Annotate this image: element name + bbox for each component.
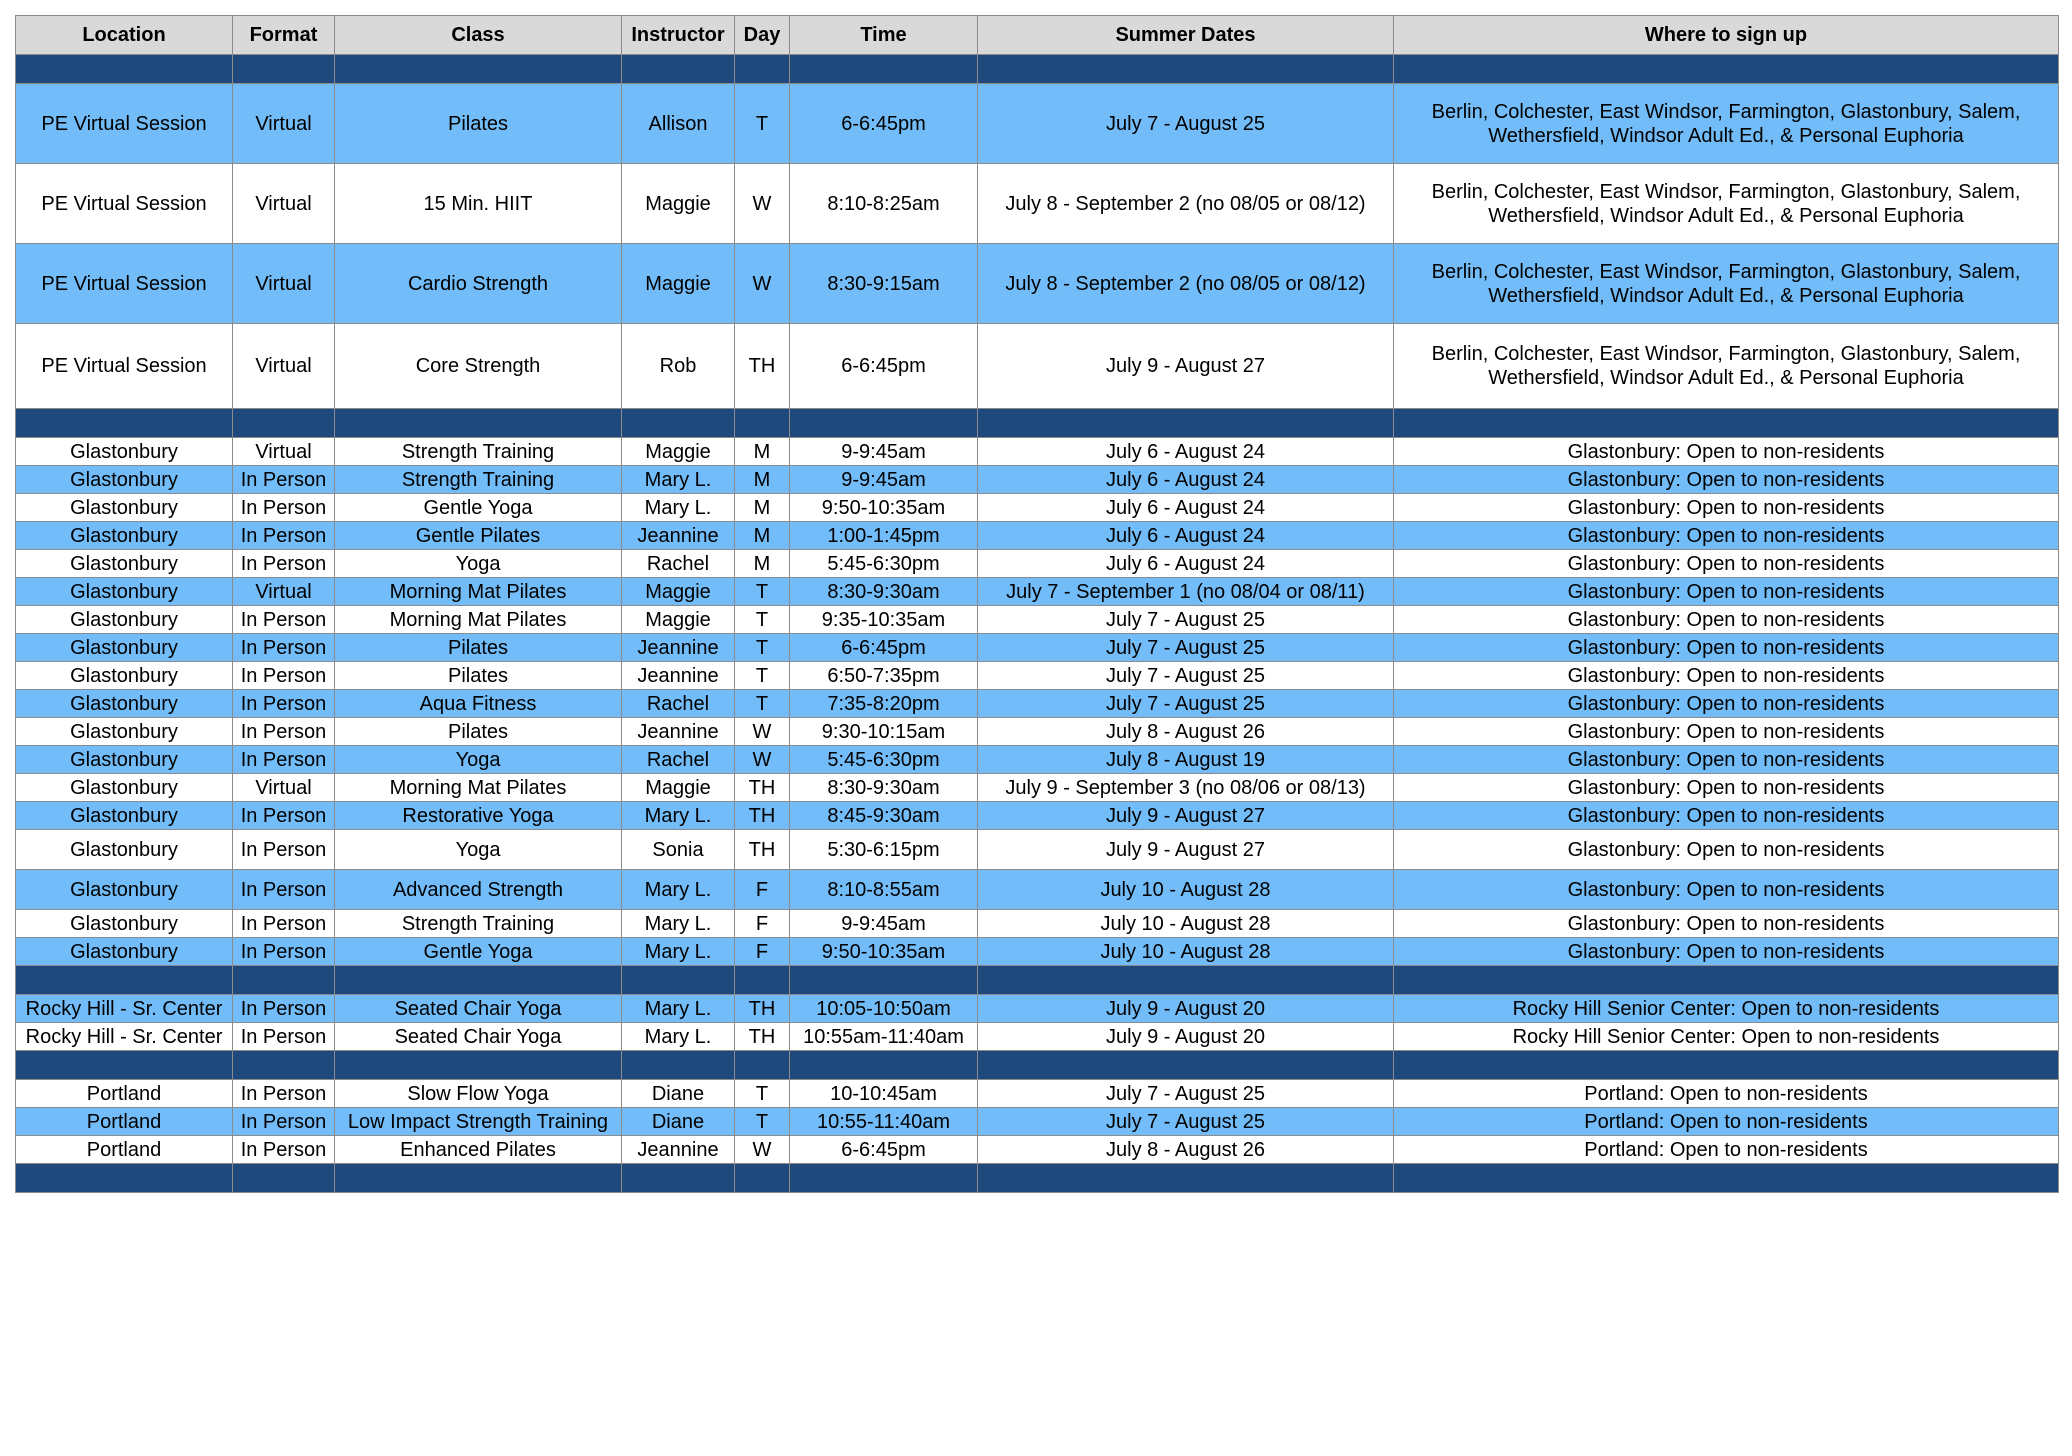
cell-summer-dates: July 7 - August 25 xyxy=(978,1108,1394,1136)
separator-cell xyxy=(16,1164,233,1193)
table-row xyxy=(16,494,2059,522)
cell-instructor: Rob xyxy=(622,324,735,409)
cell-class: Pilates xyxy=(335,718,622,746)
cell-where-to-sign-up: Glastonbury: Open to non-residents xyxy=(1394,550,2059,578)
separator-cell xyxy=(978,409,1394,438)
cell-location: Glastonbury xyxy=(16,634,233,662)
cell-time: 6-6:45pm xyxy=(790,324,978,409)
cell-format: In Person xyxy=(233,494,335,522)
cell-instructor: Jeannine xyxy=(622,662,735,690)
separator-cell xyxy=(335,409,622,438)
cell-summer-dates: July 8 - August 26 xyxy=(978,718,1394,746)
cell-class: Advanced Strength xyxy=(335,870,622,910)
cell-where-to-sign-up: Glastonbury: Open to non-residents xyxy=(1394,774,2059,802)
cell-time: 1:00-1:45pm xyxy=(790,522,978,550)
table-row xyxy=(16,244,2059,324)
cell-class: Strength Training xyxy=(335,466,622,494)
cell-format: Virtual xyxy=(233,164,335,244)
cell-location: Glastonbury xyxy=(16,550,233,578)
cell-time: 9:50-10:35am xyxy=(790,494,978,522)
cell-instructor: Maggie xyxy=(622,244,735,324)
cell-time: 10:05-10:50am xyxy=(790,995,978,1023)
cell-instructor: Allison xyxy=(622,84,735,164)
cell-class: Low Impact Strength Training xyxy=(335,1108,622,1136)
cell-location: Glastonbury xyxy=(16,938,233,966)
cell-format: In Person xyxy=(233,938,335,966)
cell-where-to-sign-up: Glastonbury: Open to non-residents xyxy=(1394,746,2059,774)
cell-day: M xyxy=(735,466,790,494)
cell-location: PE Virtual Session xyxy=(16,84,233,164)
cell-summer-dates: July 8 - August 19 xyxy=(978,746,1394,774)
cell-where-to-sign-up: Glastonbury: Open to non-residents xyxy=(1394,522,2059,550)
cell-location: Rocky Hill - Sr. Center xyxy=(16,995,233,1023)
separator-cell xyxy=(1394,1051,2059,1080)
cell-summer-dates: July 8 - September 2 (no 08/05 or 08/12) xyxy=(978,164,1394,244)
cell-class: Gentle Pilates xyxy=(335,522,622,550)
cell-summer-dates: July 9 - August 20 xyxy=(978,995,1394,1023)
separator-cell xyxy=(978,55,1394,84)
cell-format: In Person xyxy=(233,910,335,938)
cell-time: 9-9:45am xyxy=(790,910,978,938)
cell-location: PE Virtual Session xyxy=(16,324,233,409)
cell-instructor: Mary L. xyxy=(622,802,735,830)
table-row xyxy=(16,830,2059,870)
cell-where-to-sign-up: Berlin, Colchester, East Windsor, Farmington, Glastonbury, Salem, Wethersfield, Windsor Adult Ed., & Personal Euphoria xyxy=(1394,84,2059,164)
cell-class: Core Strength xyxy=(335,324,622,409)
cell-summer-dates: July 7 - August 25 xyxy=(978,84,1394,164)
cell-time: 5:45-6:30pm xyxy=(790,550,978,578)
section-separator-row xyxy=(16,966,2059,995)
cell-where-to-sign-up: Glastonbury: Open to non-residents xyxy=(1394,578,2059,606)
cell-time: 8:10-8:55am xyxy=(790,870,978,910)
cell-location: Glastonbury xyxy=(16,870,233,910)
cell-class: Morning Mat Pilates xyxy=(335,606,622,634)
cell-day: TH xyxy=(735,1023,790,1051)
cell-where-to-sign-up: Portland: Open to non-residents xyxy=(1394,1080,2059,1108)
cell-day: TH xyxy=(735,802,790,830)
cell-class: Cardio Strength xyxy=(335,244,622,324)
cell-summer-dates: July 7 - August 25 xyxy=(978,1080,1394,1108)
cell-time: 5:30-6:15pm xyxy=(790,830,978,870)
cell-where-to-sign-up: Berlin, Colchester, East Windsor, Farmington, Glastonbury, Salem, Wethersfield, Windsor Adult Ed., & Personal Euphoria xyxy=(1394,164,2059,244)
separator-cell xyxy=(622,1051,735,1080)
section-separator-row xyxy=(16,409,2059,438)
cell-day: TH xyxy=(735,830,790,870)
cell-day: W xyxy=(735,718,790,746)
cell-location: Glastonbury xyxy=(16,910,233,938)
cell-format: In Person xyxy=(233,550,335,578)
cell-class: Yoga xyxy=(335,830,622,870)
table-row xyxy=(16,324,2059,409)
cell-instructor: Sonia xyxy=(622,830,735,870)
cell-where-to-sign-up: Berlin, Colchester, East Windsor, Farmington, Glastonbury, Salem, Wethersfield, Windsor Adult Ed., & Personal Euphoria xyxy=(1394,324,2059,409)
cell-summer-dates: July 9 - September 3 (no 08/06 or 08/13) xyxy=(978,774,1394,802)
table-row xyxy=(16,164,2059,244)
cell-format: In Person xyxy=(233,995,335,1023)
cell-summer-dates: July 6 - August 24 xyxy=(978,550,1394,578)
cell-day: T xyxy=(735,1080,790,1108)
cell-class: Enhanced Pilates xyxy=(335,1136,622,1164)
cell-format: In Person xyxy=(233,718,335,746)
cell-instructor: Maggie xyxy=(622,438,735,466)
cell-instructor: Mary L. xyxy=(622,466,735,494)
cell-instructor: Mary L. xyxy=(622,910,735,938)
separator-cell xyxy=(735,1164,790,1193)
cell-class: Morning Mat Pilates xyxy=(335,578,622,606)
cell-instructor: Maggie xyxy=(622,578,735,606)
cell-where-to-sign-up: Rocky Hill Senior Center: Open to non-residents xyxy=(1394,995,2059,1023)
cell-where-to-sign-up: Rocky Hill Senior Center: Open to non-residents xyxy=(1394,1023,2059,1051)
cell-class: Strength Training xyxy=(335,438,622,466)
cell-time: 9:30-10:15am xyxy=(790,718,978,746)
separator-cell xyxy=(1394,55,2059,84)
separator-cell xyxy=(790,409,978,438)
cell-summer-dates: July 6 - August 24 xyxy=(978,438,1394,466)
cell-summer-dates: July 6 - August 24 xyxy=(978,466,1394,494)
cell-day: T xyxy=(735,84,790,164)
cell-summer-dates: July 7 - August 25 xyxy=(978,634,1394,662)
cell-format: Virtual xyxy=(233,324,335,409)
cell-instructor: Jeannine xyxy=(622,522,735,550)
cell-format: Virtual xyxy=(233,578,335,606)
separator-cell xyxy=(622,55,735,84)
table-row xyxy=(16,1023,2059,1051)
separator-cell xyxy=(335,1051,622,1080)
cell-instructor: Maggie xyxy=(622,164,735,244)
cell-time: 9:35-10:35am xyxy=(790,606,978,634)
cell-format: In Person xyxy=(233,870,335,910)
cell-location: PE Virtual Session xyxy=(16,164,233,244)
cell-summer-dates: July 9 - August 27 xyxy=(978,830,1394,870)
header-time: Time xyxy=(790,16,978,55)
cell-class: Seated Chair Yoga xyxy=(335,1023,622,1051)
cell-location: Glastonbury xyxy=(16,494,233,522)
separator-cell xyxy=(16,55,233,84)
cell-class: Pilates xyxy=(335,634,622,662)
table-row xyxy=(16,910,2059,938)
cell-summer-dates: July 7 - August 25 xyxy=(978,690,1394,718)
cell-format: In Person xyxy=(233,634,335,662)
cell-where-to-sign-up: Glastonbury: Open to non-residents xyxy=(1394,634,2059,662)
cell-format: In Person xyxy=(233,522,335,550)
cell-format: In Person xyxy=(233,1108,335,1136)
table-row xyxy=(16,718,2059,746)
header-row xyxy=(16,16,2059,55)
section-separator-row xyxy=(16,55,2059,84)
cell-location: Glastonbury xyxy=(16,522,233,550)
cell-instructor: Rachel xyxy=(622,746,735,774)
cell-day: F xyxy=(735,938,790,966)
cell-location: Rocky Hill - Sr. Center xyxy=(16,1023,233,1051)
cell-location: Portland xyxy=(16,1080,233,1108)
cell-location: Portland xyxy=(16,1136,233,1164)
table-row xyxy=(16,84,2059,164)
cell-day: M xyxy=(735,494,790,522)
cell-day: T xyxy=(735,1108,790,1136)
cell-day: T xyxy=(735,690,790,718)
table-row xyxy=(16,995,2059,1023)
cell-day: W xyxy=(735,1136,790,1164)
separator-cell xyxy=(233,1164,335,1193)
separator-cell xyxy=(622,409,735,438)
header-where-to-sign-up: Where to sign up xyxy=(1394,16,2059,55)
separator-cell xyxy=(790,1051,978,1080)
cell-where-to-sign-up: Glastonbury: Open to non-residents xyxy=(1394,870,2059,910)
cell-location: Glastonbury xyxy=(16,802,233,830)
cell-instructor: Mary L. xyxy=(622,938,735,966)
cell-class: 15 Min. HIIT xyxy=(335,164,622,244)
separator-cell xyxy=(233,966,335,995)
separator-cell xyxy=(622,1164,735,1193)
table-row xyxy=(16,662,2059,690)
cell-format: Virtual xyxy=(233,774,335,802)
cell-format: In Person xyxy=(233,1023,335,1051)
table-row xyxy=(16,870,2059,910)
cell-format: Virtual xyxy=(233,84,335,164)
cell-instructor: Jeannine xyxy=(622,718,735,746)
cell-day: T xyxy=(735,634,790,662)
cell-instructor: Jeannine xyxy=(622,1136,735,1164)
cell-where-to-sign-up: Glastonbury: Open to non-residents xyxy=(1394,494,2059,522)
cell-summer-dates: July 9 - August 27 xyxy=(978,324,1394,409)
cell-location: Glastonbury xyxy=(16,718,233,746)
cell-summer-dates: July 6 - August 24 xyxy=(978,522,1394,550)
cell-location: Glastonbury xyxy=(16,830,233,870)
cell-time: 10:55-11:40am xyxy=(790,1108,978,1136)
cell-format: Virtual xyxy=(233,244,335,324)
cell-where-to-sign-up: Glastonbury: Open to non-residents xyxy=(1394,718,2059,746)
cell-class: Gentle Yoga xyxy=(335,494,622,522)
header-summer-dates: Summer Dates xyxy=(978,16,1394,55)
cell-format: In Person xyxy=(233,1136,335,1164)
cell-location: Glastonbury xyxy=(16,578,233,606)
table-row xyxy=(16,690,2059,718)
table-row xyxy=(16,634,2059,662)
cell-class: Pilates xyxy=(335,84,622,164)
cell-instructor: Maggie xyxy=(622,606,735,634)
cell-where-to-sign-up: Glastonbury: Open to non-residents xyxy=(1394,662,2059,690)
cell-summer-dates: July 8 - August 26 xyxy=(978,1136,1394,1164)
cell-day: TH xyxy=(735,995,790,1023)
cell-summer-dates: July 10 - August 28 xyxy=(978,910,1394,938)
cell-day: F xyxy=(735,910,790,938)
cell-summer-dates: July 9 - August 27 xyxy=(978,802,1394,830)
separator-cell xyxy=(622,966,735,995)
separator-cell xyxy=(16,966,233,995)
cell-location: Glastonbury xyxy=(16,606,233,634)
cell-where-to-sign-up: Glastonbury: Open to non-residents xyxy=(1394,910,2059,938)
cell-format: Virtual xyxy=(233,438,335,466)
cell-day: W xyxy=(735,244,790,324)
table-row xyxy=(16,1136,2059,1164)
cell-instructor: Diane xyxy=(622,1108,735,1136)
cell-day: T xyxy=(735,578,790,606)
cell-class: Strength Training xyxy=(335,910,622,938)
table-row xyxy=(16,802,2059,830)
cell-format: In Person xyxy=(233,606,335,634)
table-body xyxy=(16,55,2059,1193)
cell-day: TH xyxy=(735,774,790,802)
cell-day: T xyxy=(735,606,790,634)
cell-time: 8:45-9:30am xyxy=(790,802,978,830)
separator-cell xyxy=(233,55,335,84)
cell-location: Portland xyxy=(16,1108,233,1136)
cell-time: 9-9:45am xyxy=(790,466,978,494)
separator-cell xyxy=(978,1051,1394,1080)
cell-time: 8:30-9:30am xyxy=(790,774,978,802)
cell-format: In Person xyxy=(233,466,335,494)
table-row xyxy=(16,1108,2059,1136)
separator-cell xyxy=(790,966,978,995)
table-row xyxy=(16,774,2059,802)
cell-day: M xyxy=(735,522,790,550)
separator-cell xyxy=(335,1164,622,1193)
cell-summer-dates: July 7 - August 25 xyxy=(978,662,1394,690)
cell-day: T xyxy=(735,662,790,690)
table-row xyxy=(16,550,2059,578)
cell-instructor: Mary L. xyxy=(622,494,735,522)
cell-class: Gentle Yoga xyxy=(335,938,622,966)
cell-class: Seated Chair Yoga xyxy=(335,995,622,1023)
table-row xyxy=(16,438,2059,466)
table-row xyxy=(16,466,2059,494)
cell-class: Pilates xyxy=(335,662,622,690)
header-day: Day xyxy=(735,16,790,55)
separator-cell xyxy=(1394,966,2059,995)
cell-time: 7:35-8:20pm xyxy=(790,690,978,718)
cell-day: M xyxy=(735,438,790,466)
cell-day: W xyxy=(735,164,790,244)
cell-class: Morning Mat Pilates xyxy=(335,774,622,802)
cell-summer-dates: July 8 - September 2 (no 08/05 or 08/12) xyxy=(978,244,1394,324)
cell-time: 8:30-9:30am xyxy=(790,578,978,606)
section-separator-row xyxy=(16,1051,2059,1080)
cell-time: 9-9:45am xyxy=(790,438,978,466)
cell-instructor: Maggie xyxy=(622,774,735,802)
separator-cell xyxy=(233,1051,335,1080)
header-location: Location xyxy=(16,16,233,55)
cell-time: 10:55am-11:40am xyxy=(790,1023,978,1051)
cell-time: 5:45-6:30pm xyxy=(790,746,978,774)
cell-time: 6-6:45pm xyxy=(790,1136,978,1164)
table-row xyxy=(16,938,2059,966)
table-row xyxy=(16,746,2059,774)
cell-format: In Person xyxy=(233,690,335,718)
cell-location: Glastonbury xyxy=(16,466,233,494)
separator-cell xyxy=(735,409,790,438)
table-row xyxy=(16,606,2059,634)
separator-cell xyxy=(233,409,335,438)
separator-cell xyxy=(735,1051,790,1080)
cell-location: Glastonbury xyxy=(16,662,233,690)
class-schedule-table xyxy=(15,15,2059,1193)
cell-format: In Person xyxy=(233,802,335,830)
cell-where-to-sign-up: Glastonbury: Open to non-residents xyxy=(1394,802,2059,830)
separator-cell xyxy=(735,966,790,995)
header-instructor: Instructor xyxy=(622,16,735,55)
cell-location: Glastonbury xyxy=(16,438,233,466)
separator-cell xyxy=(1394,1164,2059,1193)
cell-class: Restorative Yoga xyxy=(335,802,622,830)
cell-where-to-sign-up: Glastonbury: Open to non-residents xyxy=(1394,938,2059,966)
cell-summer-dates: July 9 - August 20 xyxy=(978,1023,1394,1051)
cell-summer-dates: July 10 - August 28 xyxy=(978,938,1394,966)
cell-where-to-sign-up: Portland: Open to non-residents xyxy=(1394,1136,2059,1164)
table-row xyxy=(16,578,2059,606)
separator-cell xyxy=(790,1164,978,1193)
cell-class: Slow Flow Yoga xyxy=(335,1080,622,1108)
table-row xyxy=(16,1080,2059,1108)
cell-time: 10-10:45am xyxy=(790,1080,978,1108)
cell-where-to-sign-up: Glastonbury: Open to non-residents xyxy=(1394,606,2059,634)
cell-instructor: Diane xyxy=(622,1080,735,1108)
cell-format: In Person xyxy=(233,746,335,774)
cell-where-to-sign-up: Glastonbury: Open to non-residents xyxy=(1394,438,2059,466)
separator-cell xyxy=(335,55,622,84)
cell-time: 9:50-10:35am xyxy=(790,938,978,966)
cell-format: In Person xyxy=(233,662,335,690)
cell-instructor: Mary L. xyxy=(622,870,735,910)
cell-summer-dates: July 7 - September 1 (no 08/04 or 08/11) xyxy=(978,578,1394,606)
separator-cell xyxy=(16,1051,233,1080)
cell-class: Aqua Fitness xyxy=(335,690,622,718)
cell-where-to-sign-up: Berlin, Colchester, East Windsor, Farmington, Glastonbury, Salem, Wethersfield, Windsor Adult Ed., & Personal Euphoria xyxy=(1394,244,2059,324)
cell-location: Glastonbury xyxy=(16,746,233,774)
separator-cell xyxy=(978,966,1394,995)
separator-cell xyxy=(1394,409,2059,438)
separator-cell xyxy=(735,55,790,84)
cell-time: 6-6:45pm xyxy=(790,84,978,164)
cell-summer-dates: July 7 - August 25 xyxy=(978,606,1394,634)
cell-format: In Person xyxy=(233,1080,335,1108)
cell-where-to-sign-up: Portland: Open to non-residents xyxy=(1394,1108,2059,1136)
cell-summer-dates: July 6 - August 24 xyxy=(978,494,1394,522)
cell-location: Glastonbury xyxy=(16,774,233,802)
cell-where-to-sign-up: Glastonbury: Open to non-residents xyxy=(1394,466,2059,494)
cell-location: PE Virtual Session xyxy=(16,244,233,324)
separator-cell xyxy=(16,409,233,438)
cell-time: 6-6:45pm xyxy=(790,634,978,662)
cell-day: TH xyxy=(735,324,790,409)
cell-time: 6:50-7:35pm xyxy=(790,662,978,690)
cell-format: In Person xyxy=(233,830,335,870)
cell-location: Glastonbury xyxy=(16,690,233,718)
cell-class: Yoga xyxy=(335,746,622,774)
cell-instructor: Jeannine xyxy=(622,634,735,662)
cell-instructor: Mary L. xyxy=(622,1023,735,1051)
cell-time: 8:30-9:15am xyxy=(790,244,978,324)
cell-instructor: Rachel xyxy=(622,690,735,718)
separator-cell xyxy=(335,966,622,995)
separator-cell xyxy=(790,55,978,84)
separator-cell xyxy=(978,1164,1394,1193)
cell-time: 8:10-8:25am xyxy=(790,164,978,244)
cell-where-to-sign-up: Glastonbury: Open to non-residents xyxy=(1394,690,2059,718)
header-format: Format xyxy=(233,16,335,55)
cell-where-to-sign-up: Glastonbury: Open to non-residents xyxy=(1394,830,2059,870)
cell-day: M xyxy=(735,550,790,578)
section-separator-row xyxy=(16,1164,2059,1193)
table-row xyxy=(16,522,2059,550)
header-class: Class xyxy=(335,16,622,55)
cell-day: W xyxy=(735,746,790,774)
cell-day: F xyxy=(735,870,790,910)
cell-class: Yoga xyxy=(335,550,622,578)
cell-instructor: Rachel xyxy=(622,550,735,578)
cell-instructor: Mary L. xyxy=(622,995,735,1023)
cell-summer-dates: July 10 - August 28 xyxy=(978,870,1394,910)
